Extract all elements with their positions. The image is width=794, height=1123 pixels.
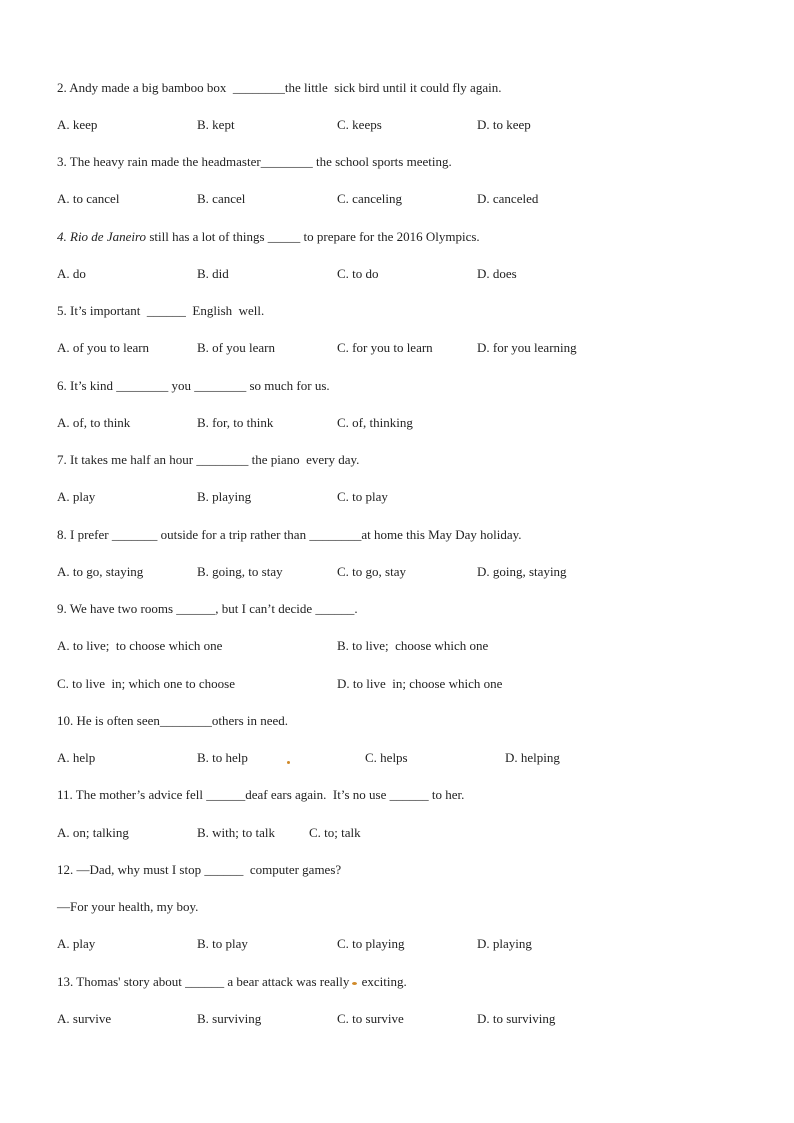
question-13-option-a: A. survive — [57, 1011, 112, 1026]
question-10-option-b: B. to help — [197, 750, 248, 765]
question-10-option-d: D. helping — [505, 750, 560, 765]
question-4-option-b: B. did — [197, 266, 229, 281]
question-8-option-d: D. going, staying — [477, 564, 567, 579]
question-9-stem: 9. We have two rooms ______, but I can’t decide ______. — [57, 601, 358, 616]
question-12-stem: 12. —Dad, why must I stop ______ computer games? — [57, 862, 342, 877]
question-11-option-a: A. on; talking — [57, 825, 129, 840]
question-8-option-c: C. to go, stay — [337, 564, 406, 579]
question-8-option-b: B. going, to stay — [197, 564, 283, 579]
question-5-option-c: C. for you to learn — [337, 340, 433, 355]
question-5-option-d: D. for you learning — [477, 340, 577, 355]
question-6-stem: 6. It’s kind ________ you ________ so much for us. — [57, 378, 330, 393]
question-3-option-b: B. cancel — [197, 191, 246, 206]
question-13-stem-text: 13. Thomas' story about ______ a bear attack was really — [57, 974, 350, 989]
question-2-option-a: A. keep — [57, 117, 98, 132]
question-11-option-b: B. with; to talk — [197, 825, 275, 840]
question-3-option-c: C. canceling — [337, 191, 402, 206]
question-13-option-d: D. to surviving — [477, 1011, 556, 1026]
question-10-stem: 10. He is often seen________others in need. — [57, 713, 289, 728]
question-7-stem: 7. It takes me half an hour ________ the piano every day. — [57, 452, 360, 467]
question-5-option-a: A. of you to learn — [57, 340, 150, 355]
question-4-option-a: A. do — [57, 266, 86, 281]
question-2-option-c: C. keeps — [337, 117, 382, 132]
question-9-option-c: C. to live in; which one to choose — [57, 676, 236, 691]
question-9-option-a: A. to live; to choose which one — [57, 638, 223, 653]
question-12-option-d: D. playing — [477, 936, 532, 951]
question-5-stem: 5. It’s important ______ English well. — [57, 303, 265, 318]
question-2-option-b: B. kept — [197, 117, 235, 132]
question-9-option-b: B. to live; choose which one — [337, 638, 489, 653]
question-12-option-a: A. play — [57, 936, 96, 951]
question-13-option-c: C. to survive — [337, 1011, 404, 1026]
question-10-option-c: C. helps — [365, 750, 408, 765]
question-7-option-b: B. playing — [197, 489, 252, 504]
stray-dot — [352, 982, 357, 985]
question-4-option-d: D. does — [477, 266, 517, 281]
question-5-option-b: B. of you learn — [197, 340, 275, 355]
question-12-option-c: C. to playing — [337, 936, 405, 951]
question-6-option-c: C. of, thinking — [337, 415, 413, 430]
question-4-option-c: C. to do — [337, 266, 379, 281]
question-10-option-a: A. help — [57, 750, 96, 765]
question-6-option-b: B. for, to think — [197, 415, 274, 430]
question-13-option-b: B. surviving — [197, 1011, 262, 1026]
question-4-stem — [57, 229, 480, 245]
question-3-option-d: D. canceled — [477, 191, 539, 206]
stray-dot — [287, 761, 290, 764]
question-6-option-a: A. of, to think — [57, 415, 131, 430]
question-11-stem: 11. The mother’s advice fell ______deaf ears again. It’s no use ______ to her. — [57, 787, 465, 802]
question-7-option-c: C. to play — [337, 489, 388, 504]
question-4-stem-italic: 4. Rio de Janeiro — [57, 229, 147, 244]
question-8-option-a: A. to go, staying — [57, 564, 144, 579]
question-9-option-d: D. to live in; choose which one — [337, 676, 503, 691]
question-2-stem: 2. Andy made a big bamboo box ________the little sick bird until it could fly again. — [57, 80, 502, 95]
question-2-option-d: D. to keep — [477, 117, 531, 132]
question-13-stem-tail: exciting. — [358, 974, 407, 989]
question-4-stem-text: still has a lot of things _____ to prepare for the 2016 Olympics. — [146, 229, 480, 244]
question-13-stem — [57, 974, 407, 990]
question-7-option-a: A. play — [57, 489, 96, 504]
question-3-option-a: A. to cancel — [57, 191, 120, 206]
question-11-option-c: C. to; talk — [309, 825, 361, 840]
question-8-stem: 8. I prefer _______ outside for a trip rather than ________at home this May Day holiday. — [57, 527, 522, 542]
question-3-stem: 3. The heavy rain made the headmaster________ the school sports meeting. — [57, 154, 452, 169]
question-12-option-b: B. to play — [197, 936, 248, 951]
question-12-reply: —For your health, my boy. — [57, 899, 199, 914]
